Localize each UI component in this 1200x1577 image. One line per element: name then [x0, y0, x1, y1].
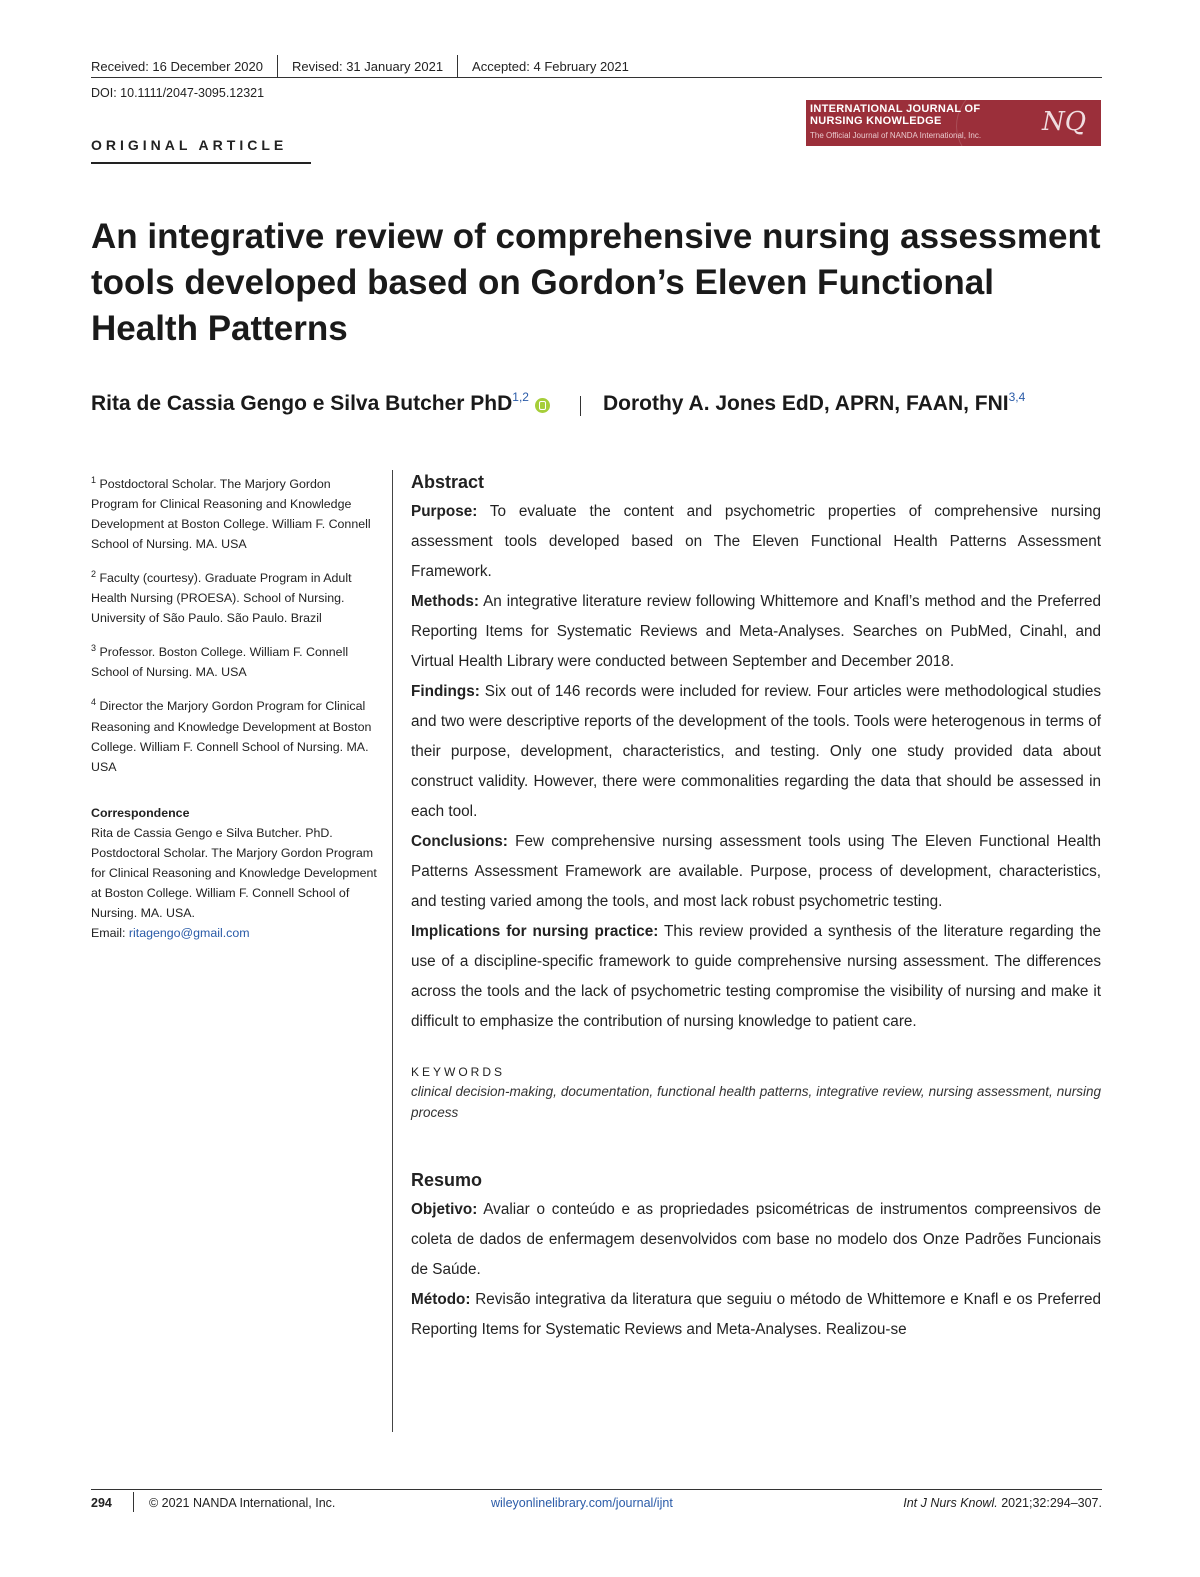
- author-name[interactable]: Rita de Cassia Gengo e Silva Butcher PhD$^{1,2}$: [91, 390, 529, 415]
- divider: [277, 55, 278, 77]
- revised-date: Revised: 31 January 2021: [292, 58, 444, 74]
- journal-logo[interactable]: [806, 100, 1101, 146]
- column-divider: [392, 470, 393, 1432]
- abstract-findings: Findings: Six out of 146 records were included for review. Four articles were methodological studies and two were descriptive reports of the development of the tools. Tools were heterogenous in terms of their purpose, development, characteristics, and testing. Only one study provided data about construct validity. However, there were commonalities regarding the data that should be assessed in each tool.: [411, 683, 1101, 820]
- email-link[interactable]: ritagengo@gmail.com: [128, 925, 250, 940]
- page-footer: [91, 1496, 1102, 1516]
- correspondence-text: Rita de Cassia Gengo e Silva Butcher. PhD. Postdoctoral Scholar. The Marjory Gordon Program for Clinical Reasoning and Knowledge Development at Boston College. William F. Connell School of Nursing. MA. USA.: [91, 825, 377, 920]
- affiliation: $^2$ Faculty (courtesy). Graduate Program in Adult Health Nursing (PROESA). School of Nursing. University of São Paulo. São Paulo. Brazil: [91, 569, 352, 626]
- affiliation: $^3$ Professor. Boston College. William F. Connell School of Nursing. MA. USA: [91, 643, 349, 680]
- affiliation: $^1$ Postdoctoral Scholar. The Marjory Gordon Program for Clinical Reasoning and Knowledge Development at Boston College. William F. Connell School of Nursing. MA. USA: [91, 475, 371, 552]
- copyright: © 2021 NANDA International, Inc.: [149, 1496, 336, 1510]
- doi[interactable]: DOI: 10.1111/2047-3095.12321: [91, 86, 265, 100]
- received-date: Received: 16 December 2020: [91, 58, 263, 74]
- divider: [457, 55, 458, 77]
- abstract-purpose: Purpose: To evaluate the content and psychometric properties of comprehensive nursing assessment tools developed based on The Eleven Functional Health Patterns Assessment Framework.: [411, 503, 1101, 580]
- journal-url-link[interactable]: wileyonlinelibrary.com/journal/ijnt: [491, 1496, 673, 1510]
- orcid-icon[interactable]: [535, 398, 550, 413]
- page-number: 294: [91, 1496, 112, 1510]
- footer-rule: [91, 1489, 1102, 1490]
- correspondence-heading: Correspondence: [91, 805, 190, 820]
- article-title: An integrative review of comprehensive nursing assessment tools developed based on Gordon’s Eleven Functional Health Patterns: [91, 217, 1101, 348]
- resumo-heading: Resumo: [411, 1170, 483, 1190]
- citation: Int J Nurs Knowl. 2021;32:294–307.: [903, 1496, 1102, 1510]
- resumo-metodo: Método: Revisão integrativa da literatura que seguiu o método de Whittemore e Knafl e os Preferred Reporting Items for Systematic Reviews and Meta-Analyses. Realizou-se: [411, 1291, 1101, 1338]
- author-name[interactable]: Dorothy A. Jones EdD, APRN, FAAN, FNI$^{3,4}$: [602, 390, 1026, 415]
- abstract-conclusions: Conclusions: Few comprehensive nursing assessment tools using The Eleven Functional Health Patterns Assessment Framework are available. Purpose, process of development, characteristics, and testing varied among the tools, and most lack robust psychometric testing.: [411, 833, 1101, 910]
- abstract-heading: Abstract: [411, 472, 485, 492]
- resumo-objetivo: Objetivo: Avaliar o conteúdo e as propriedades psicométricas de instrumentos compreensivos de coleta de dados de enfermagem desenvolvidos com base no modelo dos Onze Padrões Funcionais de Saúde.: [411, 1201, 1101, 1278]
- article-type: ORIGINAL ARTICLE: [91, 137, 288, 153]
- journal-mark-icon: NQ: [1041, 107, 1087, 137]
- journal-subtitle: The Official Journal of NANDA International, Inc.: [810, 131, 982, 140]
- header-rule: [91, 77, 1102, 78]
- abstract-methods: Methods: An integrative literature review following Whittemore and Knafl’s method and the Preferred Reporting Items for Systematic Reviews and Meta-Analyses. Searches on PubMed, Cinahl, and Virtual Health Library were conducted between September and December 2018.: [411, 593, 1101, 670]
- author-list: [91, 392, 1025, 416]
- correspondence-email: Email: ritagengo@gmail.com: [91, 925, 250, 940]
- abstract-column: [411, 469, 1101, 1345]
- abstract-implications: Implications for nursing practice: This review provided a synthesis of the literature regarding the use of a discipline-specific framework to guide comprehensive nursing assessment. The differences across the tools and the lack of psychometric testing compromise the visibility of nursing and make it difficult to emphasize the contribution of nursing knowledge to patient care.: [411, 923, 1101, 1030]
- keywords-heading: KEYWORDS: [411, 1065, 506, 1079]
- divider: [133, 1492, 134, 1512]
- affiliation: $^4$ Director the Marjory Gordon Program for Clinical Reasoning and Knowledge Development at Boston College. William F. Connell School of Nursing. MA. USA: [91, 697, 372, 774]
- keywords-list: clinical decision-making, documentation, functional health patterns, integrative review, nursing assessment, nursing process: [411, 1084, 1101, 1120]
- affiliations-column: [91, 470, 381, 943]
- journal-name: INTERNATIONAL JOURNAL OF NURSING KNOWLEDGE: [810, 103, 981, 127]
- accepted-date: Accepted: 4 February 2021: [472, 58, 629, 74]
- author-divider: [580, 396, 581, 416]
- article-dates: [91, 55, 629, 77]
- article-type-rule: [91, 162, 311, 164]
